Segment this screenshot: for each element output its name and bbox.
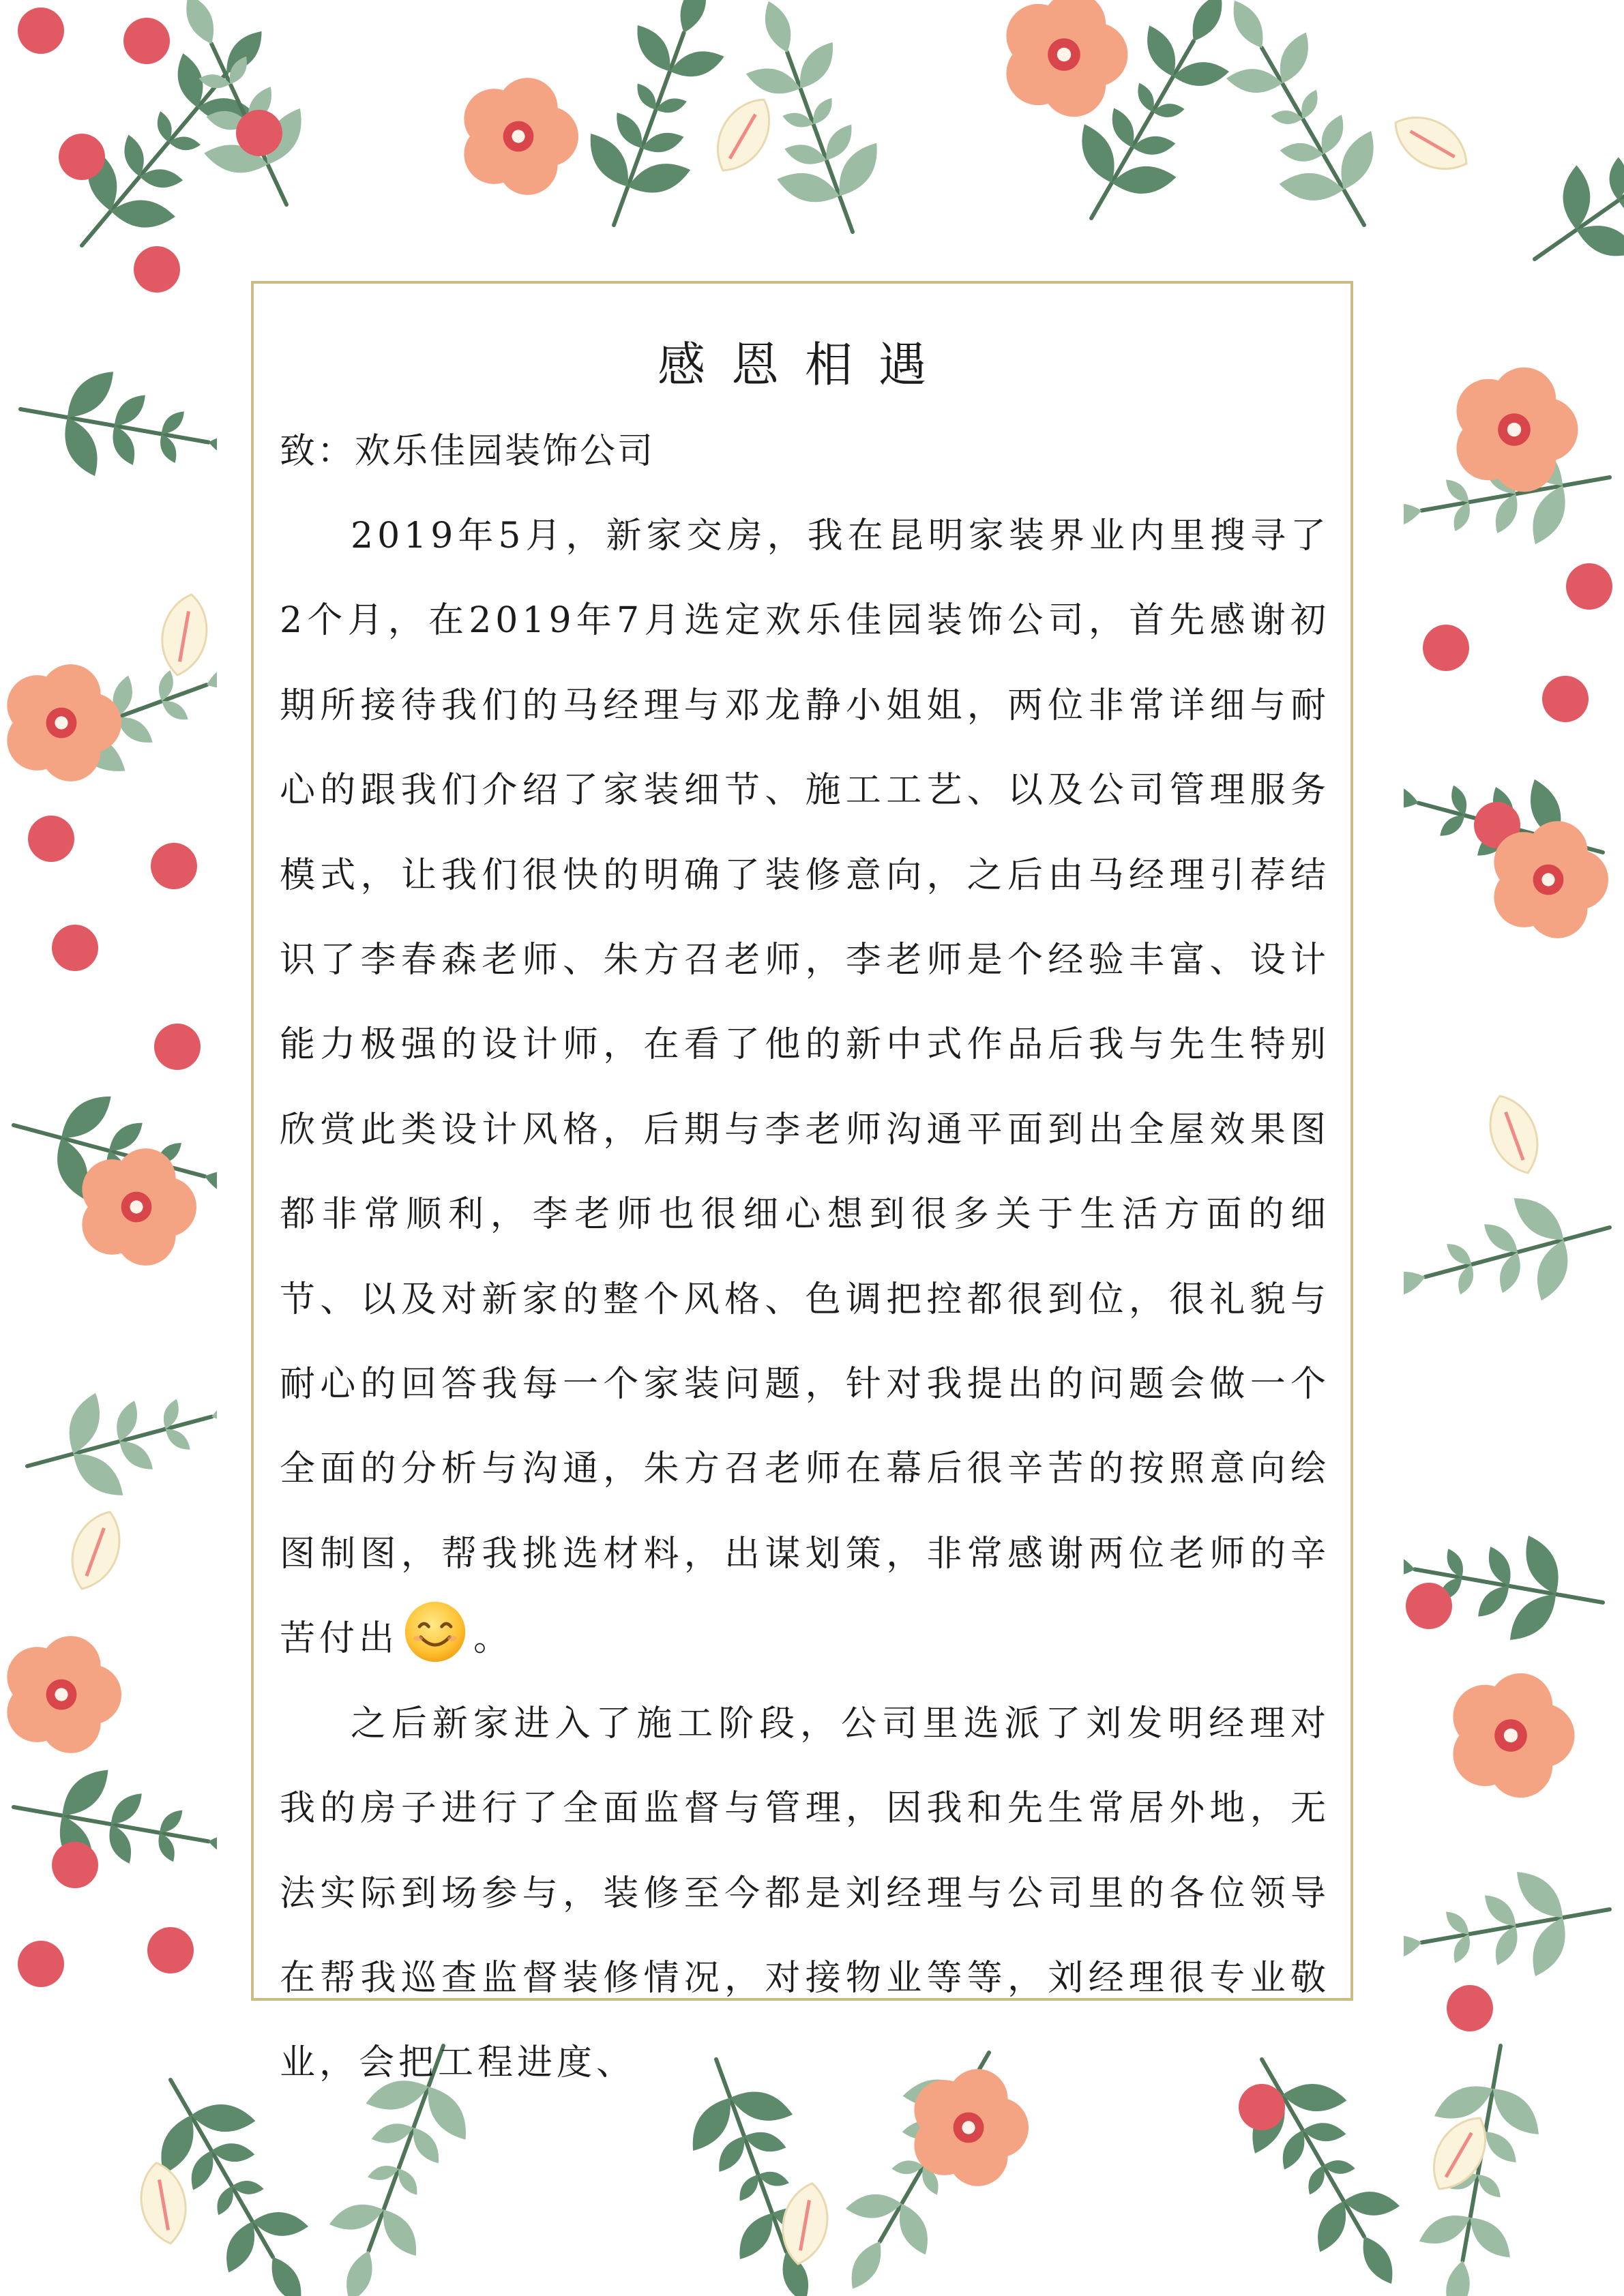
leaf-icon: [263, 2251, 310, 2296]
paragraph-1: [280, 494, 1330, 1682]
berry-icon: [1566, 563, 1612, 610]
leaf-icon: [1442, 2258, 1474, 2296]
paragraph-1-text: 2019年5月，新家交房，我在昆明家装界业内里搜寻了2个月，在2019年7月选定欢乐佳园装饰公司，首先感谢初期所接待我们的马经理与邓龙静小姐姐，两位非常详细与耐心的跟我们介绍了家装细节、施工工艺、以及公司管理服务模式，让我们很快的明确了装修意向，之后由马经理引荐结识了李春森老师、朱方召老师，李老师是个经验丰富、设计能力极强的设计师，在看了他的新中式作品后我与先生特别欣赏此类设计风格，后期与李老师沟通平面到出全屋效果图都非常顺利，李老师也很细心想到很多关于生活方面的细节、以及对新家的整个风格、色调把控都很到位，很礼貌与耐心的回答我每一个家装问题，针对我提出的问题会做一个全面的分析与沟通，朱方召老师在幕后很辛苦的按照意向绘图制图，帮我挑选材料，出谋划策，非常感谢两位老师的辛苦付出: [280, 516, 1330, 1660]
flower-center-dot-icon: [1504, 1729, 1518, 1742]
salutation: 致：欢乐佳园装饰公司: [280, 431, 655, 472]
leaf-icon: [1507, 1862, 1572, 1927]
berry-icon: [18, 8, 64, 54]
leaf-icon: [178, 0, 222, 48]
flower-center-dot-icon: [130, 1200, 143, 1213]
berry-icon: [134, 246, 180, 293]
letter-title: 感恩相遇: [658, 337, 952, 393]
flower-center-dot-icon: [512, 130, 525, 143]
berry-icon: [1447, 1985, 1493, 2031]
flower-center-dot-icon: [1507, 423, 1521, 436]
leaf-icon: [1610, 157, 1624, 200]
leaf-icon: [1183, 0, 1230, 47]
smiley-icon: [402, 1599, 468, 1665]
flower-center-dot-icon: [1541, 873, 1554, 886]
berry-icon: [154, 1024, 201, 1070]
leaf-icon: [842, 2236, 889, 2295]
berry-icon: [52, 1842, 98, 1888]
letter-body: [280, 320, 1330, 2106]
leaf-icon: [758, 0, 798, 57]
berry-icon: [123, 18, 170, 64]
flower-center-dot-icon: [55, 716, 68, 729]
berry-icon: [147, 1927, 194, 1973]
paragraph-2: 之后新家进入了施工阶段，公司里选派了刘发明经理对我的房子进行了全面监督与管理，因我和先生常居外地，无法实际到场参与，装修至今都是刘经理与公司里的各位领导在帮我巡查监督装修情况，对接物业等等，刘经理很专业敬业，会把工程进度、: [280, 1703, 1330, 2084]
berry-icon: [1406, 1583, 1452, 1629]
leaf-icon: [1224, 0, 1271, 54]
flower-center-dot-icon: [1057, 48, 1071, 61]
berry-icon: [1542, 676, 1589, 722]
berry-icon: [1423, 625, 1469, 671]
berry-icon: [236, 110, 282, 156]
berry-icon: [151, 843, 197, 889]
leaf-icon: [1501, 1585, 1565, 1650]
paragraph-1-end: 。: [473, 1618, 514, 1660]
leaf-icon: [104, 1787, 148, 1831]
leaf-icon: [1563, 165, 1591, 230]
leaf-icon: [58, 362, 123, 427]
leaf-icon: [1479, 1889, 1522, 1933]
leaf-icon: [673, 0, 713, 37]
berry-icon: [28, 816, 74, 862]
leaf-icon: [108, 389, 151, 432]
leaf-icon: [1472, 1579, 1516, 1623]
leaf-icon: [1354, 2231, 1401, 2289]
leaf-icon: [339, 2247, 379, 2296]
flower-center-dot-icon: [962, 2121, 975, 2134]
flower-center-dot-icon: [55, 1688, 68, 1701]
berry-icon: [18, 1941, 64, 1987]
leaf-icon: [1462, 2209, 1518, 2266]
berry-icon: [52, 925, 98, 971]
berry-icon: [59, 134, 105, 180]
leaf-icon: [53, 1760, 117, 1825]
